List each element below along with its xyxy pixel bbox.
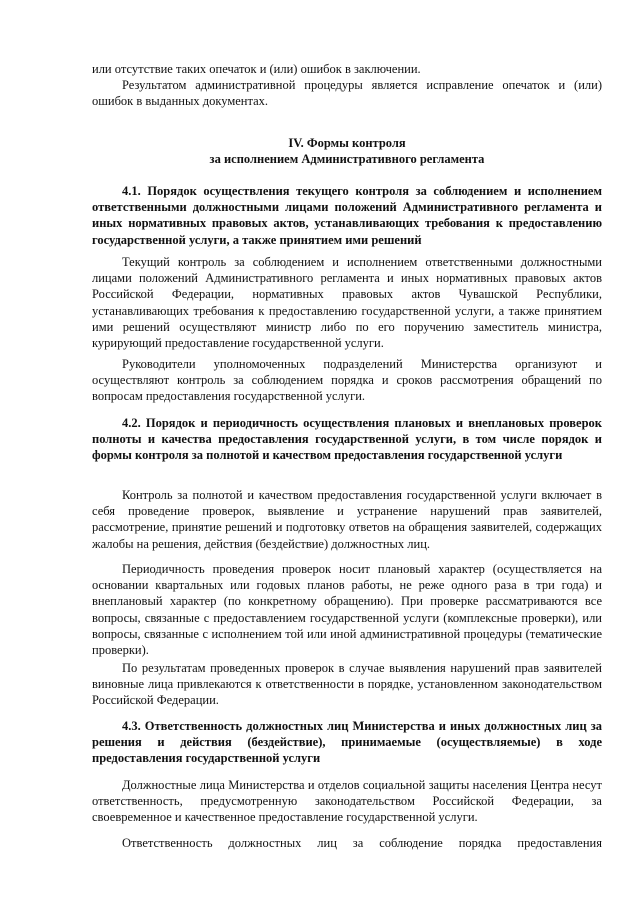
subsection-4-3-paragraph-2: Ответственность должностных лиц за соблюдение порядка предоставления xyxy=(122,836,602,850)
section-title-line-2: за исполнением Административного регламента xyxy=(209,152,485,166)
result-paragraph: Результатом административной процедуры является исправление опечаток и (или) ошибок в выданных документах. xyxy=(92,78,602,109)
subsection-4-1-paragraph-2: Руководители уполномоченных подразделений Министерства организуют и осуществляют контроль за соблюдением порядка и сроков рассмотрения обращений по вопросам предоставления государственной услуги. xyxy=(92,357,602,404)
section-title-line-1: IV. Формы контроля xyxy=(288,136,406,150)
subsection-4-2-paragraph-1: Контроль за полнотой и качеством предоставления государственной услуги включает в себя проведение проверок, выявление и устранение нарушений прав заявителей, рассмотрение, принятие решений и подготовку ответов на обращения заявителей, содержащих жалобы на решения, действия (бездействие) должностных лиц. xyxy=(92,488,602,551)
subsection-4-2-paragraph-3: По результатам проведенных проверок в случае выявления нарушений прав заявителей виновные лица привлекаются к ответственности в порядке, установленном законодательством Российской Федерации. xyxy=(92,661,602,708)
subsection-4-3-paragraph-1: Должностные лица Министерства и отделов социальной защиты населения Центра несут ответственность, предусмотренную законодательством Российской Федерации, за своевременное и качественное предоставление государственной услуги. xyxy=(92,778,602,825)
subsection-4-3-heading: 4.3. Ответственность должностных лиц Министерства и иных должностных лиц за решения и действия (бездействие), принимаемые (осуществляемые) в ходе предоставления государственной услуги xyxy=(92,719,602,766)
subsection-4-2-heading: 4.2. Порядок и периодичность осуществления плановых и внеплановых проверок полноты и качества предоставления государственной услуги, в том числе порядок и формы контроля за полнотой и качеством предоставления государственной услуги xyxy=(92,416,602,463)
intro-continuation-line: или отсутствие таких опечаток и (или) ошибок в заключении. xyxy=(92,62,421,76)
subsection-4-1-heading: 4.1. Порядок осуществления текущего контроля за соблюдением и исполнением ответственными должностными лицами положений Административного регламента и иных нормативных правовых актов, устанавливающих требования к предоставлению государственной услуги, а также принятием ими решений xyxy=(92,184,602,247)
subsection-4-2-paragraph-2: Периодичность проведения проверок носит плановый характер (осуществляется на основании квартальных или годовых планов работы, не реже одного раза в три года) и внеплановый характер (по конкретному обращению). При проверке рассматриваются все вопросы, связанные с предоставлением государственной услуги (комплексные проверки), или вопросы, связанные с исполнением той или иной административной процедуры (тематические проверки). xyxy=(92,562,602,658)
subsection-4-1-paragraph-1: Текущий контроль за соблюдением и исполнением ответственными должностными лицами положений Административного регламента и иных нормативных правовых актов Российской Федерации, нормативных правовых актов Чувашской Республики, устанавливающих требования к предоставлению государственной услуги, а также принятием ими решений осуществляют министр либо по его поручению заместитель министра, курирующий предоставление государственной услуги. xyxy=(92,255,602,351)
